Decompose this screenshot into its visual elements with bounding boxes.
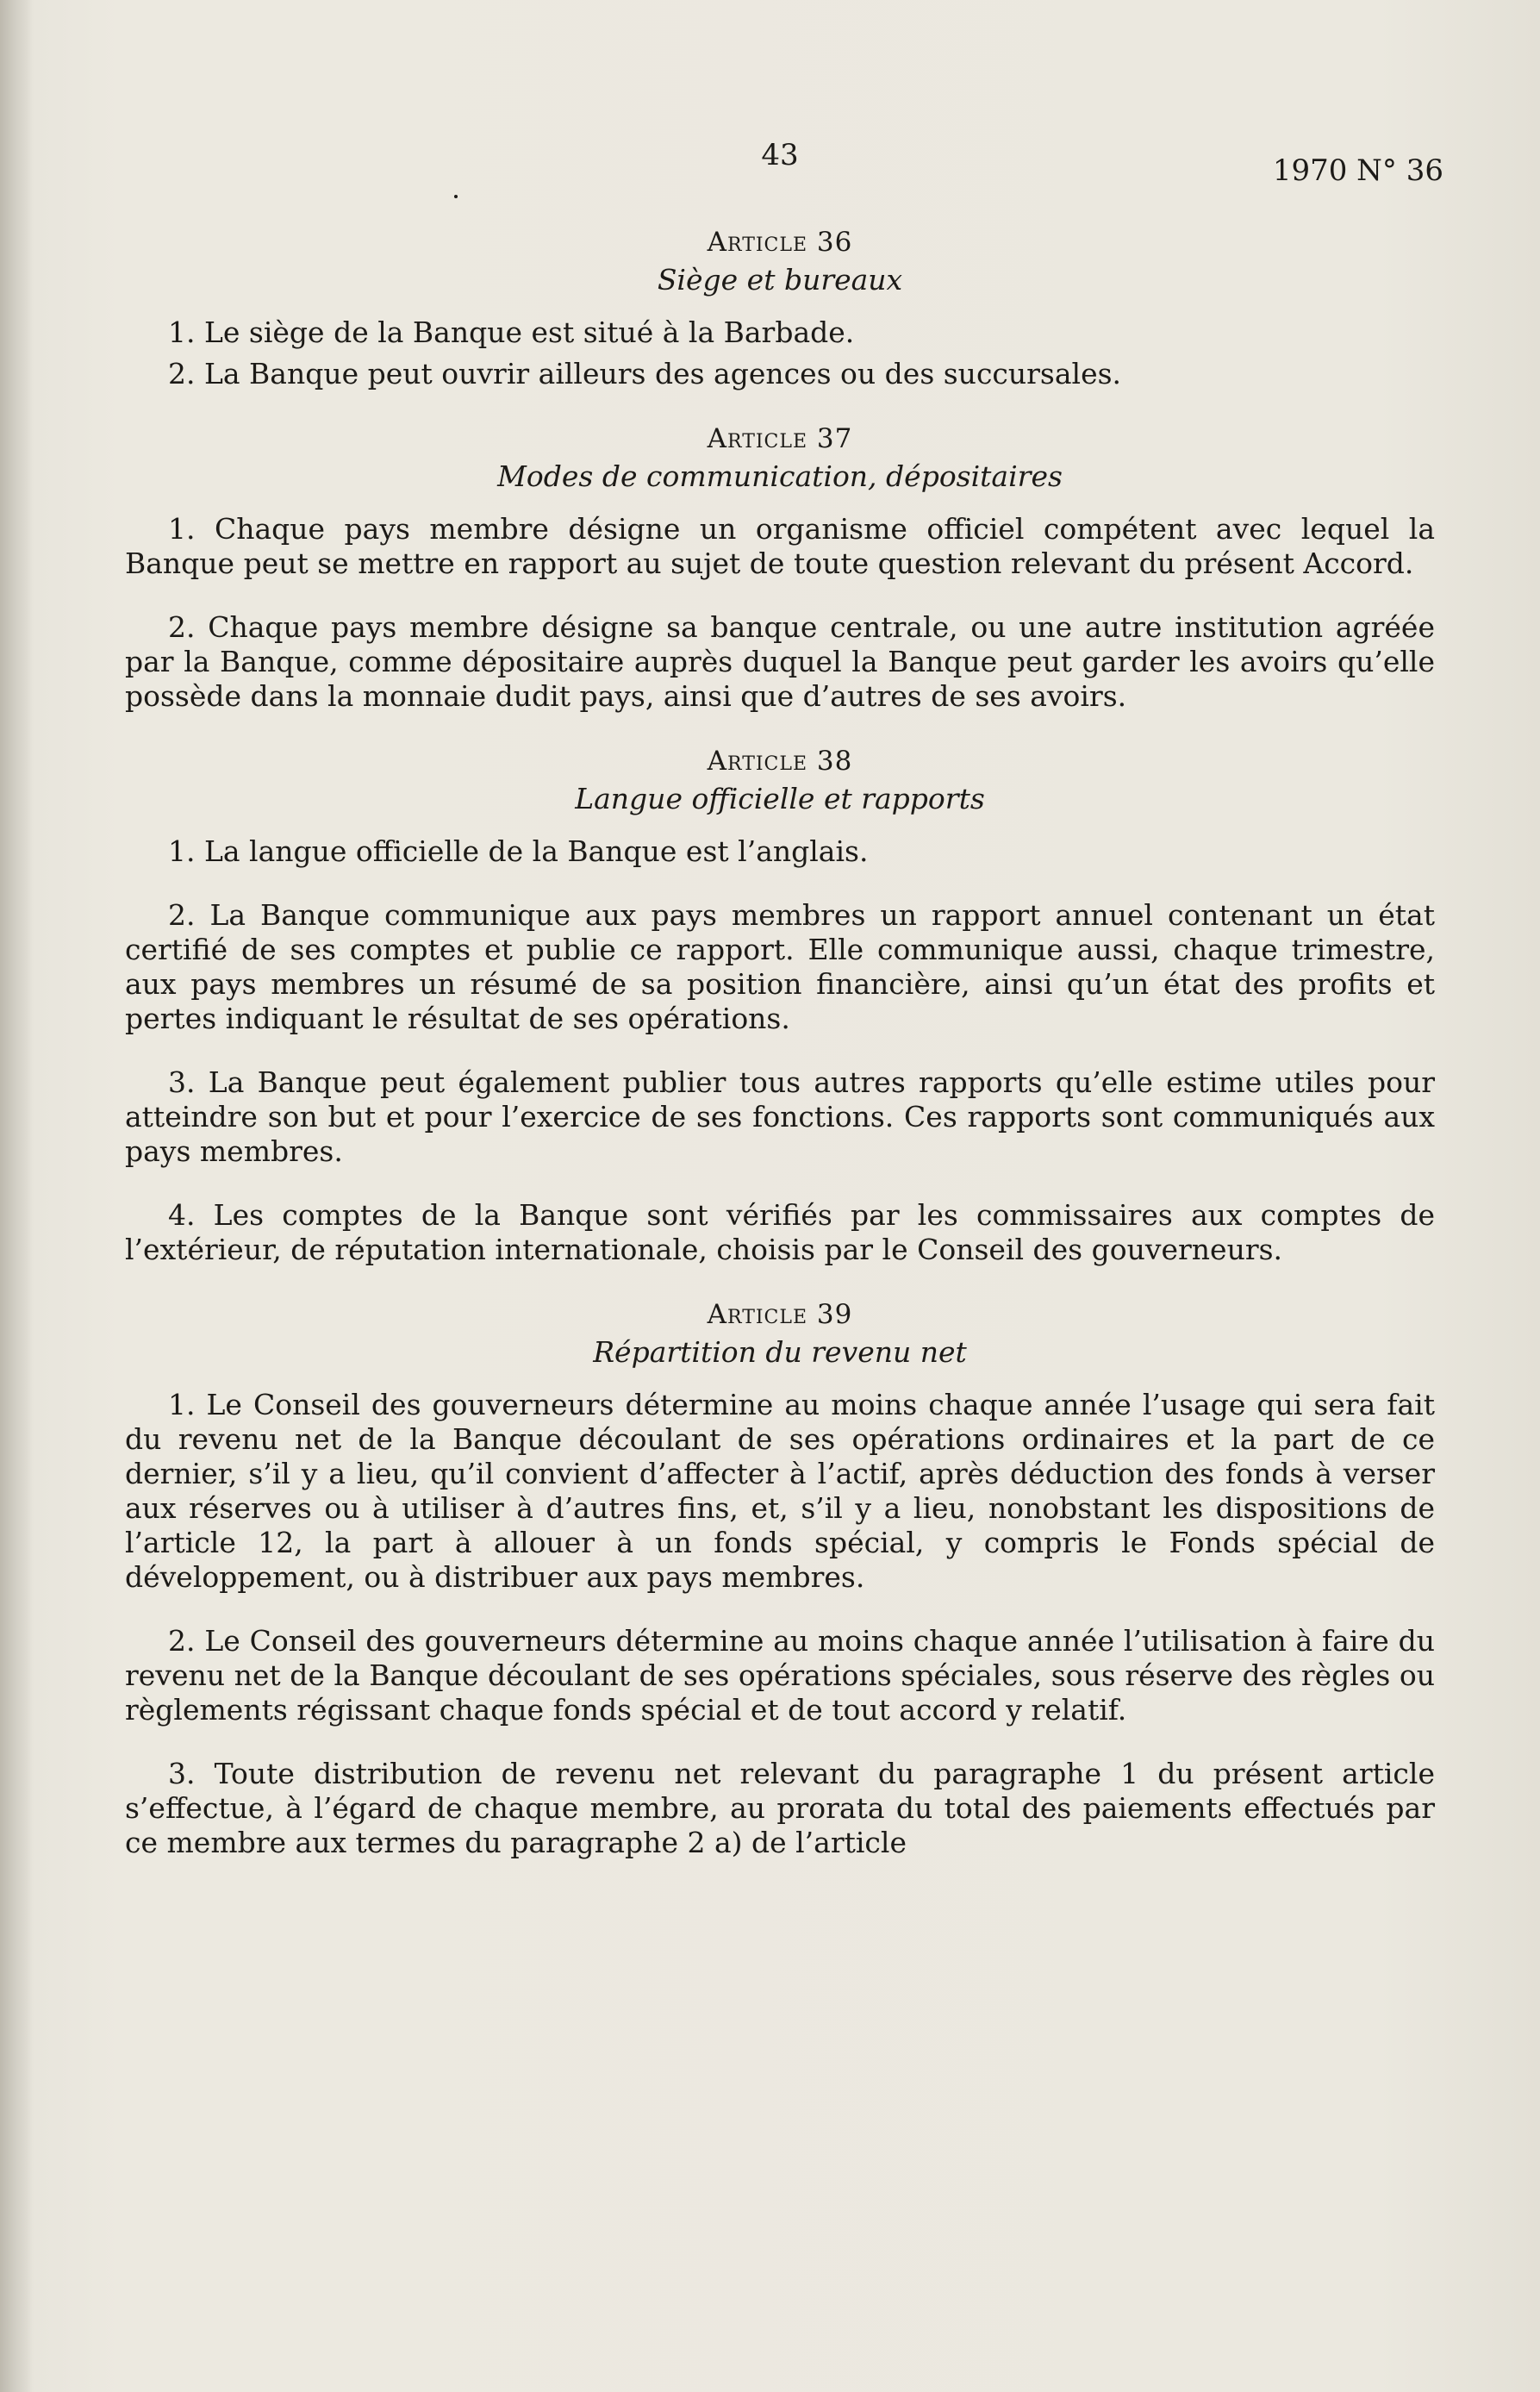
article-subtitle: Siège et bureaux [657, 263, 903, 297]
article-heading: Article 36 [707, 227, 853, 258]
article-subtitle: Langue officielle et rapports [575, 782, 985, 815]
article-36 [125, 224, 1435, 391]
article-paragraph: 2. La Banque communique aux pays membres un rapport annuel contenant un état certifié de ses comptes et publie ce rapport. Elle communique aussi, chaque trimestre, aux pays membres un résumé de sa position financière, ainsi qu’un état des profits et pertes indiquant le résultat de ses opérations. [125, 898, 1435, 1035]
article-38 [125, 743, 1435, 1267]
page-number: 43 [761, 138, 799, 172]
article-paragraph: 3. La Banque peut également publier tous autres rapports qu’elle estime utiles pour atteindre son but et pour l’exercice de ses fonctions. Ces rapports sont communiqués aux pays membres. [125, 1065, 1435, 1168]
article-paragraph: 2. Chaque pays membre désigne sa banque centrale, ou une autre institution agréée par la Banque, comme dépositaire auprès duquel la Banque peut garder les avoirs qu’elle possède dans la monnaie dudit pays, ainsi que d’autres de ses avoirs. [125, 610, 1435, 713]
article-heading: Article 38 [707, 746, 853, 777]
page-header [125, 129, 1443, 207]
article-subtitle: Modes de communication, dépositaires [497, 459, 1063, 493]
article-paragraph: 4. Les comptes de la Banque sont vérifiés par les commissaires aux comptes de l’extérieur, de réputation internationale, choisis par le Conseil des gouverneurs. [125, 1198, 1435, 1266]
article-37 [125, 421, 1435, 714]
article-heading: Article 37 [707, 423, 853, 454]
article-paragraph: 1. Le siège de la Banque est situé à la Barbade. [168, 315, 855, 349]
article-paragraph: 2. La Banque peut ouvrir ailleurs des agences ou des succursales. [168, 357, 1122, 390]
article-39 [125, 1296, 1435, 1860]
print-mark [454, 195, 458, 198]
page-content [125, 129, 1443, 1889]
article-paragraph: 1. Chaque pays membre désigne un organisme officiel compétent avec lequel la Banque peut se mettre en rapport au sujet de toute question relevant du présent Accord. [125, 512, 1435, 580]
article-paragraph: 1. Le Conseil des gouverneurs détermine au moins chaque année l’usage qui sera fait du revenu net de la Banque découlant de ses opérations ordinaires et la part de ce dernier, s’il y a lieu, qu’il convient d’affecter à l’actif, après déduction des fonds à verser aux réserves ou à utiliser à d’autres fins, et, s’il y a lieu, nonobstant les dispositions de l’article 12, la part à allouer à un fonds spécial, y compris le Fonds spécial de développement, ou à distribuer aux pays membres. [125, 1388, 1435, 1594]
binding-gutter [0, 0, 33, 2392]
article-paragraph: 3. Toute distribution de revenu net relevant du paragraphe 1 du présent article s’effectue, à l’égard de chaque membre, au prorata du total des paiements effectués par ce membre aux termes du paragraphe 2 a) de l’article [125, 1757, 1435, 1859]
article-paragraph: 2. Le Conseil des gouverneurs détermine au moins chaque année l’utilisation à faire du revenu net de la Banque découlant de ses opérations spéciales, sous réserve des règles ou règlements régissant chaque fonds spécial et de tout accord y relatif. [125, 1624, 1435, 1727]
article-subtitle: Répartition du revenu net [593, 1335, 967, 1369]
article-heading: Article 39 [707, 1299, 853, 1330]
article-paragraph: 1. La langue officielle de la Banque est l’anglais. [168, 834, 869, 868]
journal-reference: 1970 N° 36 [1272, 153, 1443, 188]
